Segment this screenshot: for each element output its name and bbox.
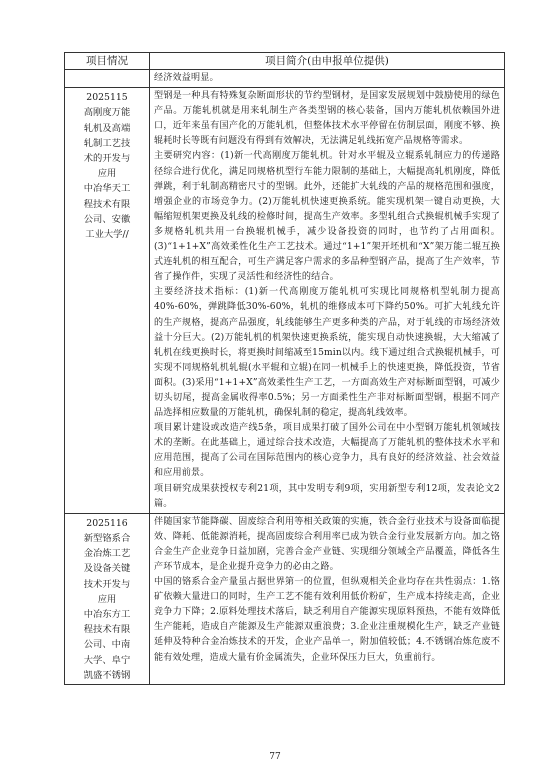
project-title-line: 高刚度万能	[83, 107, 131, 119]
organization-line: 工业大学//	[85, 228, 129, 240]
project-title-line: 应用	[97, 168, 117, 180]
paragraph: 型钢是一种具有特殊复杂断面形状的节约型钢材，是国家发展规划中鼓励使用的绿色产品。万能轧机就是用来轧制生产各类型钢的核心装备，国内万能轧机依赖国外进口，近年来虽有国产化的万能轧机，但整体技术水平停留在仿制层面，刚度不够、换辊耗时长等既有问题没有得到有效解决，无法满足轧线拓宽产品规格等需求。	[154, 91, 500, 147]
project-title-line: 轧制工艺技	[83, 137, 131, 149]
organization-line: 程技术有限	[83, 198, 131, 210]
project-title-line: 应用	[97, 593, 117, 605]
project-code: 2025116	[86, 517, 128, 529]
project-title-line: 轧机及高端	[83, 122, 131, 134]
project-title-line: 术的开发与	[83, 152, 131, 164]
row2-label	[65, 513, 150, 684]
paragraph: 伴随国家节能降碳、固废综合利用等相关政策的实施，铁合金行业技术与设备面临提效、降耗、低能源消耗，提高固废综合利用率已成为铁合金行业发展新方向。加之铬合金生产企业竞争日益加剧，完善合金产业链、实现细分领域全产品覆盖，降低各生产环节成本，是企业提升竞争力的必由之路。	[154, 516, 500, 572]
organization-line: 程技术有限	[83, 624, 131, 636]
header-project-info: 项目情况	[65, 53, 150, 70]
project-title-line: 及设备关键	[83, 563, 131, 575]
organization-line: 中冶华天工	[83, 183, 131, 195]
project-title-line: 新型铬系合	[83, 532, 131, 544]
table-row	[65, 88, 505, 514]
document-page	[64, 52, 500, 685]
table-row	[65, 513, 505, 684]
row1-label	[65, 88, 150, 514]
row2-text	[150, 513, 505, 684]
page-number: 77	[269, 752, 281, 762]
project-title-line: 技术开发与	[83, 578, 131, 590]
project-code: 2025115	[86, 92, 128, 104]
organization-line: 凯盛不锈钢	[83, 669, 131, 681]
organization-line: 公司、中南	[83, 639, 131, 651]
row1-text	[150, 88, 505, 514]
project-title-line: 金冶炼工艺	[83, 548, 131, 560]
project-table	[64, 52, 505, 685]
paragraph: 主要经济技术指标：(1)新一代高刚度万能轧机可实现比同规格机型轧制力提高40%-60%，弹跳降低30%-60%，轧机的维修成本可下降约50%。可扩大轧线允许的生产规格，提高产品强度，轧线能够生产更多种类的产品，对于轧线的市场经济效益十分巨大。(2)万能轧机的机架快速更换系统，能实现自动快速换辊，大大缩减了轧机在线更换时长，将更换时间缩减至15min以内。线下通过组合式换辊机械手，可实现不同规格轧机轧辊(水平辊和立辊)在同一机械手上的快速更换，降低投资，节省面积。(3)采用“1+1+X”高效柔性生产工艺，一方面高效生产对标断面型钢，可减少切头切尾，提高金属收得率0.5%；另一方面柔性生产非对标断面型钢，根据不同产品选择相应数量的万能轧机，确保轧制的稳定，提高轧线效率。	[154, 287, 500, 419]
organization-line: 大学、阜宁	[83, 654, 131, 666]
organization-line: 公司、安徽	[83, 213, 131, 225]
organization-line: 中冶东方工	[83, 608, 131, 620]
row0-paragraph: 经济效益明显。	[154, 73, 219, 83]
paragraph: 项目累计建设或改造产线5条，项目成果打破了国外公司在中小型钢万能轧机领域技术的垄断。在此基础上，通过综合技术改造，大幅提高了万能轧机的整体技术水平和应用范围，提高了公司在国际范围内的核心竞争力，具有良好的经济效益、社会效益和应用前景。	[154, 423, 500, 479]
paragraph: 项目研究成果获授权专利21项，其中发明专利9项，实用新型专利12项，发表论文2篇。	[154, 483, 500, 509]
row0-text	[150, 70, 505, 88]
table-header-row	[65, 53, 505, 70]
row0-label	[65, 70, 150, 88]
header-project-summary: 项目简介(由申报单位提供)	[150, 53, 505, 70]
table-row	[65, 70, 505, 88]
paragraph: 主要研究内容：(1)新一代高刚度万能轧机。针对水平辊及立辊系轧制应力的传递路径综合进行优化，满足同规格机型行车能力限制的基础上，大幅提高轧机刚度，降低弹跳，利于轧制高精密尺寸的型钢。此外，还能扩大轧线的产品的规格范围和强度，增强企业的市场竞争力。(2)万能轧机快速更换系统。能实现机架一键自动更换，大幅缩短机架更换及轧线的检修时间，提高生产效率。多型轧组合式换辊机械手实现了多规格轧机共用一台换辊机械手，减少设备投资的同时，也节约了占用面积。(3)“1+1+X”高效柔性化生产工艺技术。通过“1+1”架开坯机和“X”架万能二辊互换式连轧机的相互配合，可生产满足客户需求的多品种型钢产品，提高了生产效率，节省了操作件，实现了灵活性和经济性的结合。	[154, 151, 500, 283]
paragraph: 中国的铬系合金产量虽占据世界第一的位置，但纵观相关企业均存在共性弱点：1.铬矿依赖大量进口的同时，生产工艺不能有效利用低价粉矿，生产成本持续走高，企业竞争力下降；2.原料处理技术落后，缺乏利用自产能源实现原料预热，不能有效降低生产能耗，造成自产能源及生产能源双重浪费；3.企业注重规模化生产，缺乏产业链延伸及特种合金冶炼技术的开发，企业产品单一，附加值较低；4.不锈钢冶炼危废不能有效处理，造成大量有价金属流失，企业环保压力巨大，负重前行。	[154, 577, 500, 663]
